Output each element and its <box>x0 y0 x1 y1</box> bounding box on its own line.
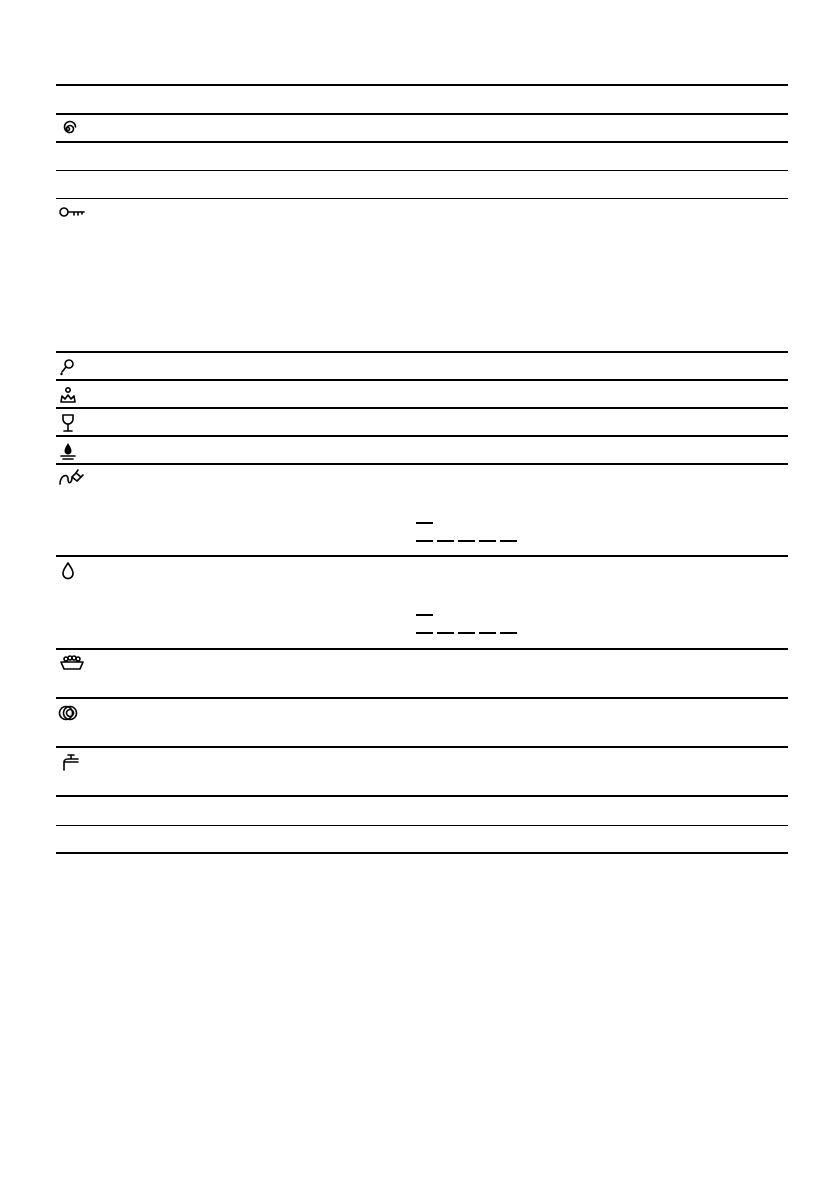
table-row <box>56 650 788 699</box>
wine-glass-icon <box>58 413 78 433</box>
plates-icon <box>58 703 78 723</box>
level-indicator-scale <box>416 632 517 634</box>
table-row <box>56 199 788 353</box>
dash-mark <box>500 632 517 634</box>
rinse-arm-icon <box>58 357 78 377</box>
table-row <box>56 115 788 143</box>
level-indicator-single <box>416 614 433 616</box>
spiral-icon <box>58 119 78 139</box>
table-row <box>56 143 788 171</box>
table-row <box>56 797 788 826</box>
dash-mark <box>479 540 496 542</box>
table-row <box>56 409 788 437</box>
table-row <box>56 826 788 854</box>
drop-on-plate-icon <box>58 441 78 461</box>
level-indicator-scale <box>416 540 517 542</box>
table-header-row <box>56 86 788 115</box>
dash-mark <box>437 632 454 634</box>
table-row <box>56 381 788 409</box>
settings-table <box>56 84 788 854</box>
level-indicator-single <box>416 522 433 524</box>
dash-mark <box>458 540 475 542</box>
dash-mark <box>458 632 475 634</box>
table-row <box>56 465 788 557</box>
water-drop-icon <box>58 561 78 581</box>
tap-icon <box>58 752 82 772</box>
crown-star-icon <box>58 385 78 405</box>
basket-icon <box>58 654 86 674</box>
dash-mark <box>437 540 454 542</box>
dash-mark <box>416 614 433 616</box>
plug-icon <box>58 469 84 489</box>
table-row <box>56 171 788 199</box>
table-row <box>56 353 788 381</box>
table-row <box>56 748 788 797</box>
table-row <box>56 557 788 650</box>
dash-mark <box>416 522 433 524</box>
dash-mark <box>416 540 433 542</box>
table-row <box>56 699 788 748</box>
table-row <box>56 437 788 465</box>
dash-mark <box>479 632 496 634</box>
dash-mark <box>500 540 517 542</box>
dash-mark <box>416 632 433 634</box>
key-icon <box>58 203 86 223</box>
